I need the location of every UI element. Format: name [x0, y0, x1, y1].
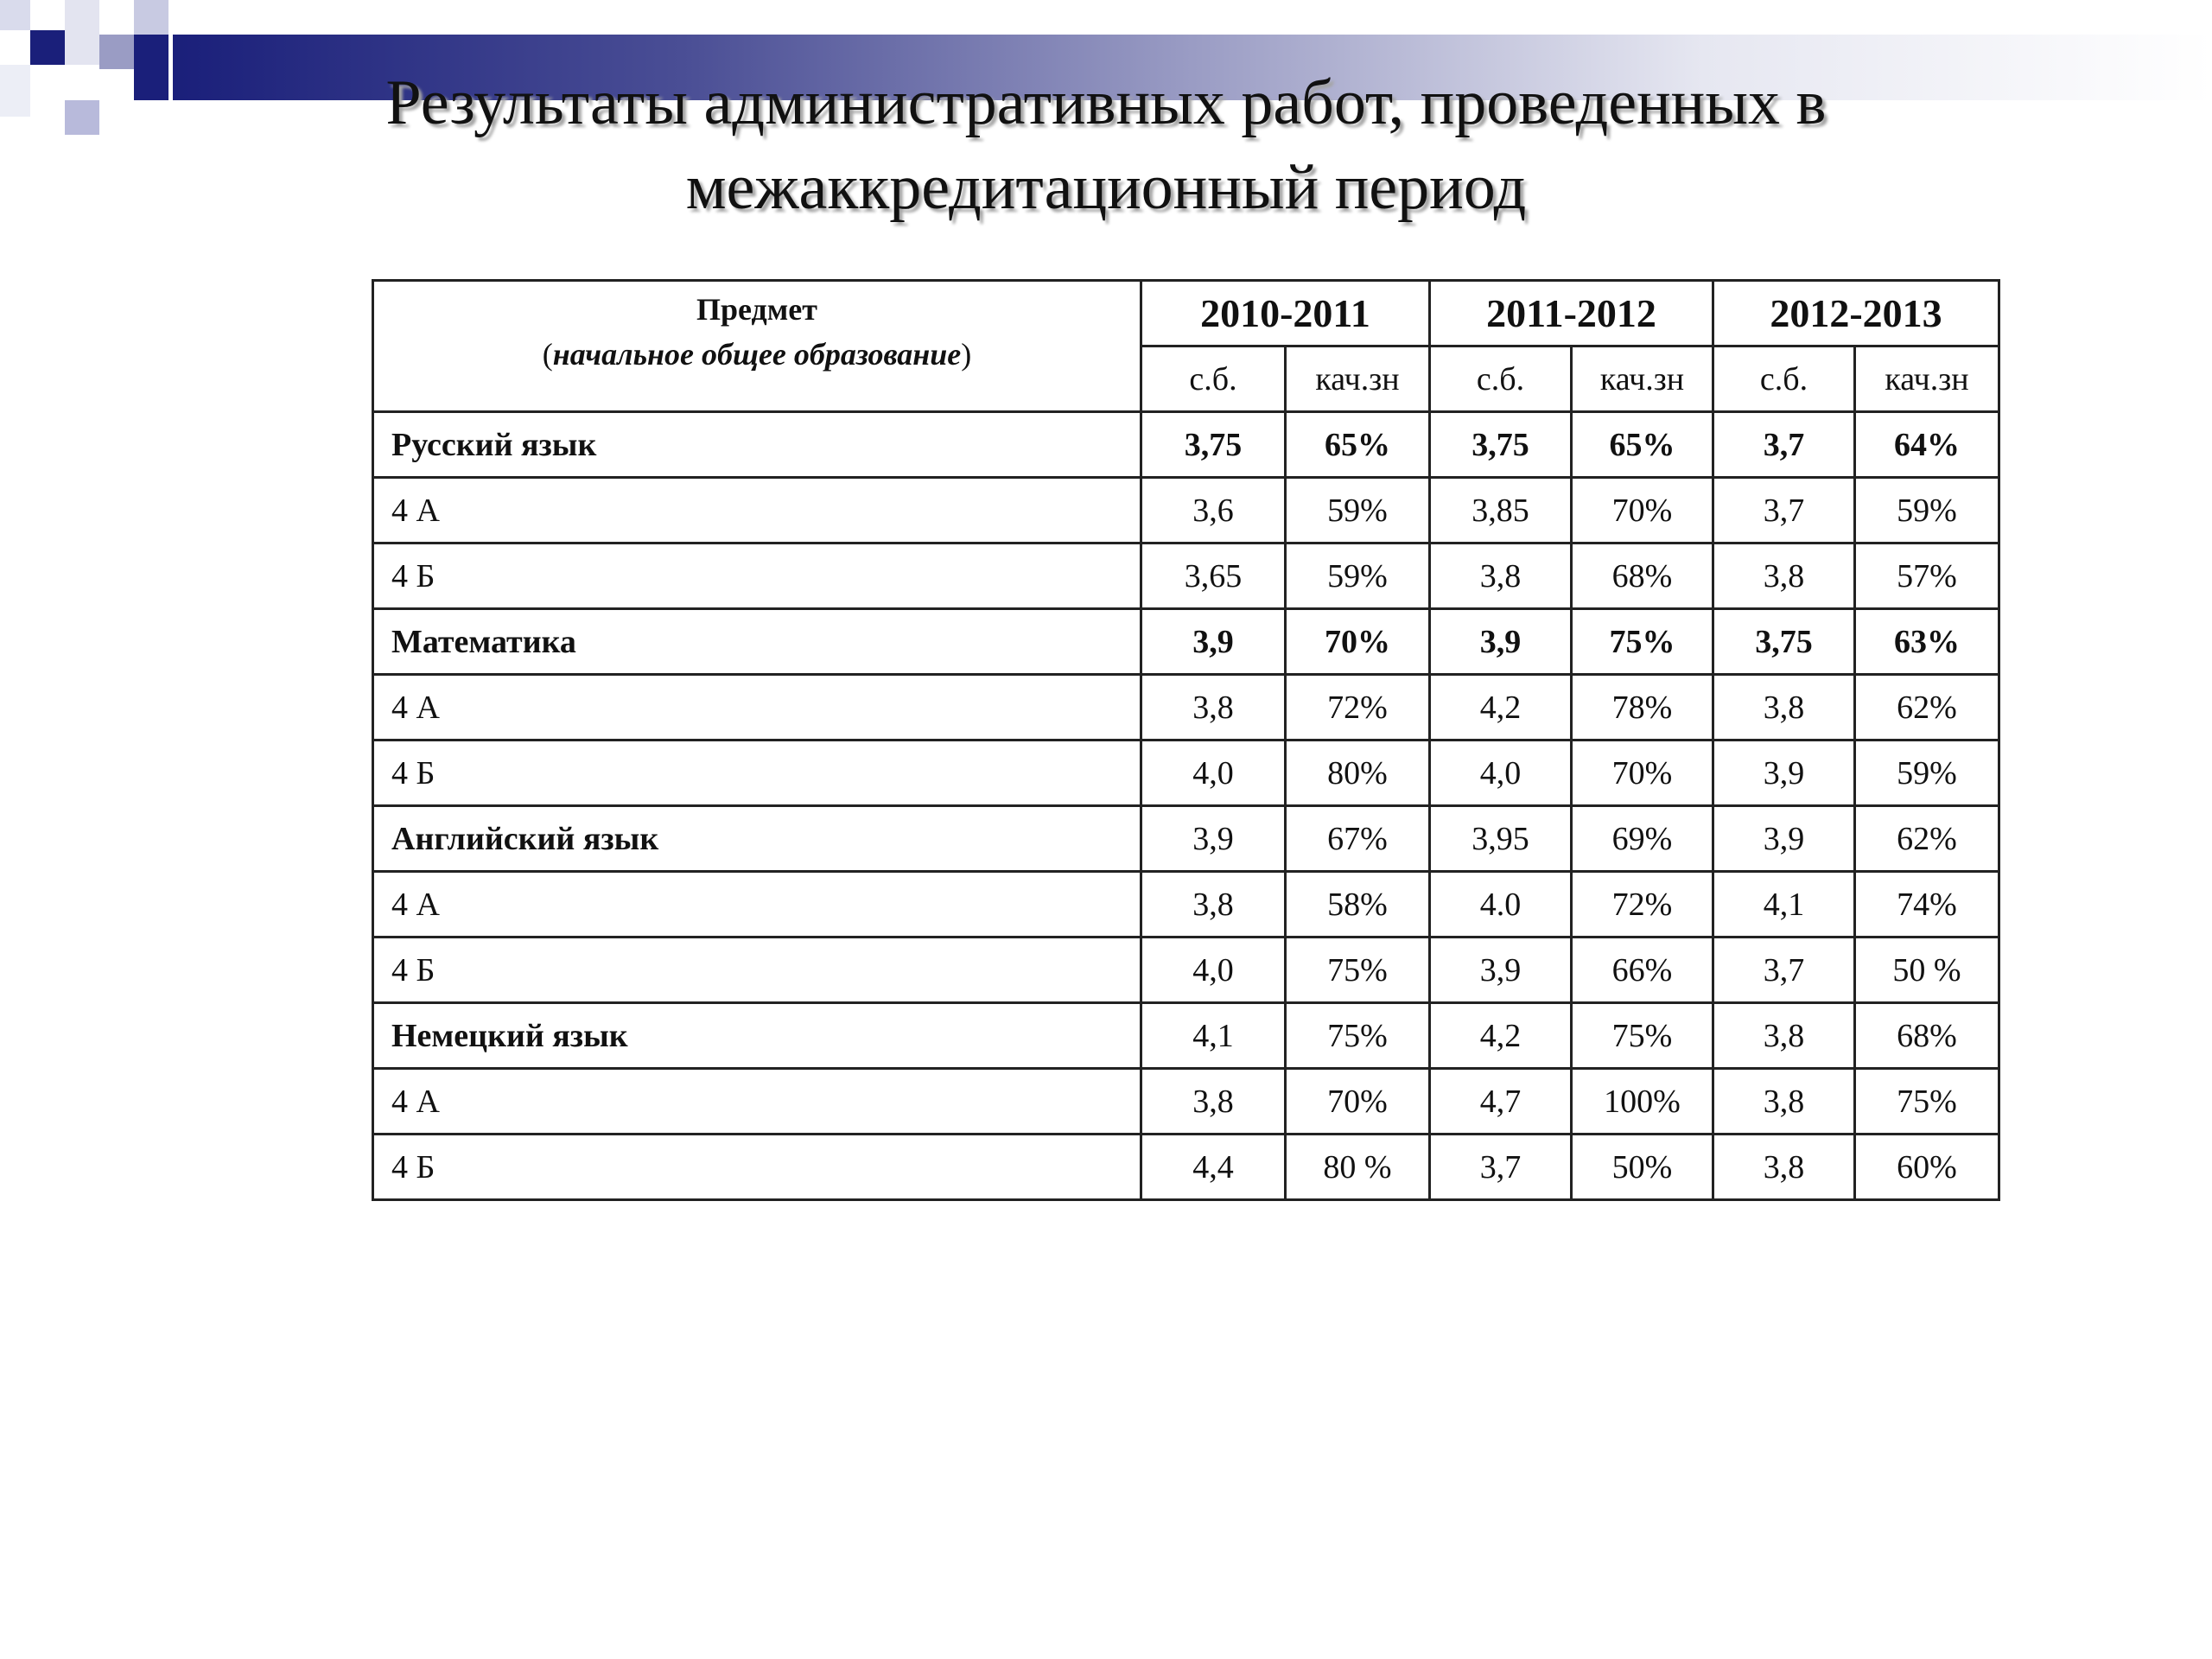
cell-kach: 72% [1572, 872, 1713, 938]
cell-sb: 4,0 [1141, 741, 1286, 806]
cell-kach: 63% [1855, 609, 1999, 675]
cell-sb: 3,7 [1713, 478, 1855, 543]
cell-kach: 67% [1286, 806, 1430, 872]
cell-sb: 4,0 [1141, 938, 1286, 1003]
cell-kach: 57% [1855, 543, 1999, 609]
row-label: Русский язык [373, 412, 1141, 478]
col-kach-header: кач.зн [1286, 346, 1430, 412]
decor-square [65, 100, 99, 135]
cell-sb: 3,8 [1713, 1069, 1855, 1135]
cell-sb: 3,9 [1141, 806, 1286, 872]
col-kach-header: кач.зн [1572, 346, 1713, 412]
table-row [373, 609, 1999, 675]
decor-square [0, 65, 30, 117]
cell-kach: 59% [1286, 543, 1430, 609]
cell-sb: 3,75 [1713, 609, 1855, 675]
cell-sb: 3,7 [1713, 938, 1855, 1003]
table-row [373, 1135, 1999, 1200]
decor-square [0, 0, 30, 30]
table-row [373, 1069, 1999, 1135]
slide-title: Результаты административных работ, проведенных в межаккредитационный период [385, 67, 1827, 223]
col-sb-header: с.б. [1430, 346, 1572, 412]
cell-kach: 50 % [1855, 938, 1999, 1003]
table-row [373, 1003, 1999, 1069]
cell-sb: 4.0 [1430, 872, 1572, 938]
cell-sb: 4,1 [1141, 1003, 1286, 1069]
row-label: 4 А [373, 478, 1141, 543]
cell-kach: 100% [1572, 1069, 1713, 1135]
cell-kach: 66% [1572, 938, 1713, 1003]
cell-kach: 65% [1286, 412, 1430, 478]
row-label: 4 Б [373, 741, 1141, 806]
subject-header-label: Предмет [696, 292, 817, 327]
cell-kach: 70% [1286, 609, 1430, 675]
table-header-row [373, 281, 1999, 346]
cell-sb: 3,75 [1141, 412, 1286, 478]
decor-square [134, 0, 168, 35]
table-row [373, 806, 1999, 872]
cell-kach: 59% [1855, 741, 1999, 806]
cell-kach: 58% [1286, 872, 1430, 938]
cell-kach: 60% [1855, 1135, 1999, 1200]
cell-sb: 3,8 [1141, 872, 1286, 938]
cell-kach: 78% [1572, 675, 1713, 741]
cell-sb: 3,8 [1713, 1135, 1855, 1200]
cell-sb: 4,0 [1430, 741, 1572, 806]
row-label: 4 Б [373, 543, 1141, 609]
cell-kach: 70% [1572, 741, 1713, 806]
row-label: 4 А [373, 1069, 1141, 1135]
cell-kach: 75% [1572, 1003, 1713, 1069]
year-header: 2012-2013 [1713, 281, 1999, 346]
subject-header-sublabel: начальное общее образование [552, 337, 962, 372]
row-label: 4 Б [373, 938, 1141, 1003]
cell-kach: 75% [1572, 609, 1713, 675]
table-row [373, 938, 1999, 1003]
cell-sb: 3,8 [1141, 675, 1286, 741]
cell-kach: 62% [1855, 675, 1999, 741]
cell-kach: 74% [1855, 872, 1999, 938]
cell-sb: 4,2 [1430, 1003, 1572, 1069]
cell-kach: 59% [1855, 478, 1999, 543]
cell-sb: 3,9 [1141, 609, 1286, 675]
cell-sb: 3,9 [1430, 609, 1572, 675]
row-label: Английский язык [373, 806, 1141, 872]
table-row [373, 412, 1999, 478]
row-label: 4 А [373, 675, 1141, 741]
cell-kach: 68% [1572, 543, 1713, 609]
decor-square [65, 0, 99, 65]
cell-sb: 3,8 [1141, 1069, 1286, 1135]
cell-kach: 65% [1572, 412, 1713, 478]
subject-header: Предмет (начальное общее образование) [373, 281, 1141, 412]
cell-kach: 75% [1286, 1003, 1430, 1069]
table-body [373, 412, 1999, 1200]
cell-kach: 62% [1855, 806, 1999, 872]
cell-sb: 3,95 [1430, 806, 1572, 872]
cell-kach: 70% [1572, 478, 1713, 543]
cell-sb: 3,8 [1713, 1003, 1855, 1069]
table-row [373, 543, 1999, 609]
cell-kach: 80% [1286, 741, 1430, 806]
cell-kach: 68% [1855, 1003, 1999, 1069]
cell-sb: 3,7 [1430, 1135, 1572, 1200]
cell-sb: 4,2 [1430, 675, 1572, 741]
cell-sb: 3,8 [1430, 543, 1572, 609]
row-label: 4 Б [373, 1135, 1141, 1200]
cell-sb: 3,9 [1430, 938, 1572, 1003]
year-header: 2011-2012 [1430, 281, 1713, 346]
cell-sb: 3,8 [1713, 543, 1855, 609]
col-kach-header: кач.зн [1855, 346, 1999, 412]
cell-sb: 3,7 [1713, 412, 1855, 478]
decor-square [30, 30, 65, 65]
cell-kach: 70% [1286, 1069, 1430, 1135]
cell-sb: 3,6 [1141, 478, 1286, 543]
cell-sb: 3,85 [1430, 478, 1572, 543]
cell-kach: 75% [1286, 938, 1430, 1003]
cell-kach: 72% [1286, 675, 1430, 741]
cell-sb: 3,8 [1713, 675, 1855, 741]
cell-sb: 3,9 [1713, 741, 1855, 806]
cell-sb: 4,7 [1430, 1069, 1572, 1135]
cell-kach: 75% [1855, 1069, 1999, 1135]
cell-kach: 50% [1572, 1135, 1713, 1200]
cell-sb: 3,9 [1713, 806, 1855, 872]
table-row [373, 741, 1999, 806]
table-row [373, 872, 1999, 938]
col-sb-header: с.б. [1141, 346, 1286, 412]
cell-kach: 64% [1855, 412, 1999, 478]
row-label: 4 А [373, 872, 1141, 938]
table-row [373, 675, 1999, 741]
decor-square [99, 35, 134, 69]
cell-sb: 4,1 [1713, 872, 1855, 938]
cell-sb: 3,65 [1141, 543, 1286, 609]
row-label: Математика [373, 609, 1141, 675]
col-sb-header: с.б. [1713, 346, 1855, 412]
results-table [372, 279, 2000, 1201]
table-row [373, 478, 1999, 543]
cell-sb: 3,75 [1430, 412, 1572, 478]
cell-kach: 80 % [1286, 1135, 1430, 1200]
cell-kach: 59% [1286, 478, 1430, 543]
year-header: 2010-2011 [1141, 281, 1430, 346]
cell-sb: 4,4 [1141, 1135, 1286, 1200]
row-label: Немецкий язык [373, 1003, 1141, 1069]
cell-kach: 69% [1572, 806, 1713, 872]
